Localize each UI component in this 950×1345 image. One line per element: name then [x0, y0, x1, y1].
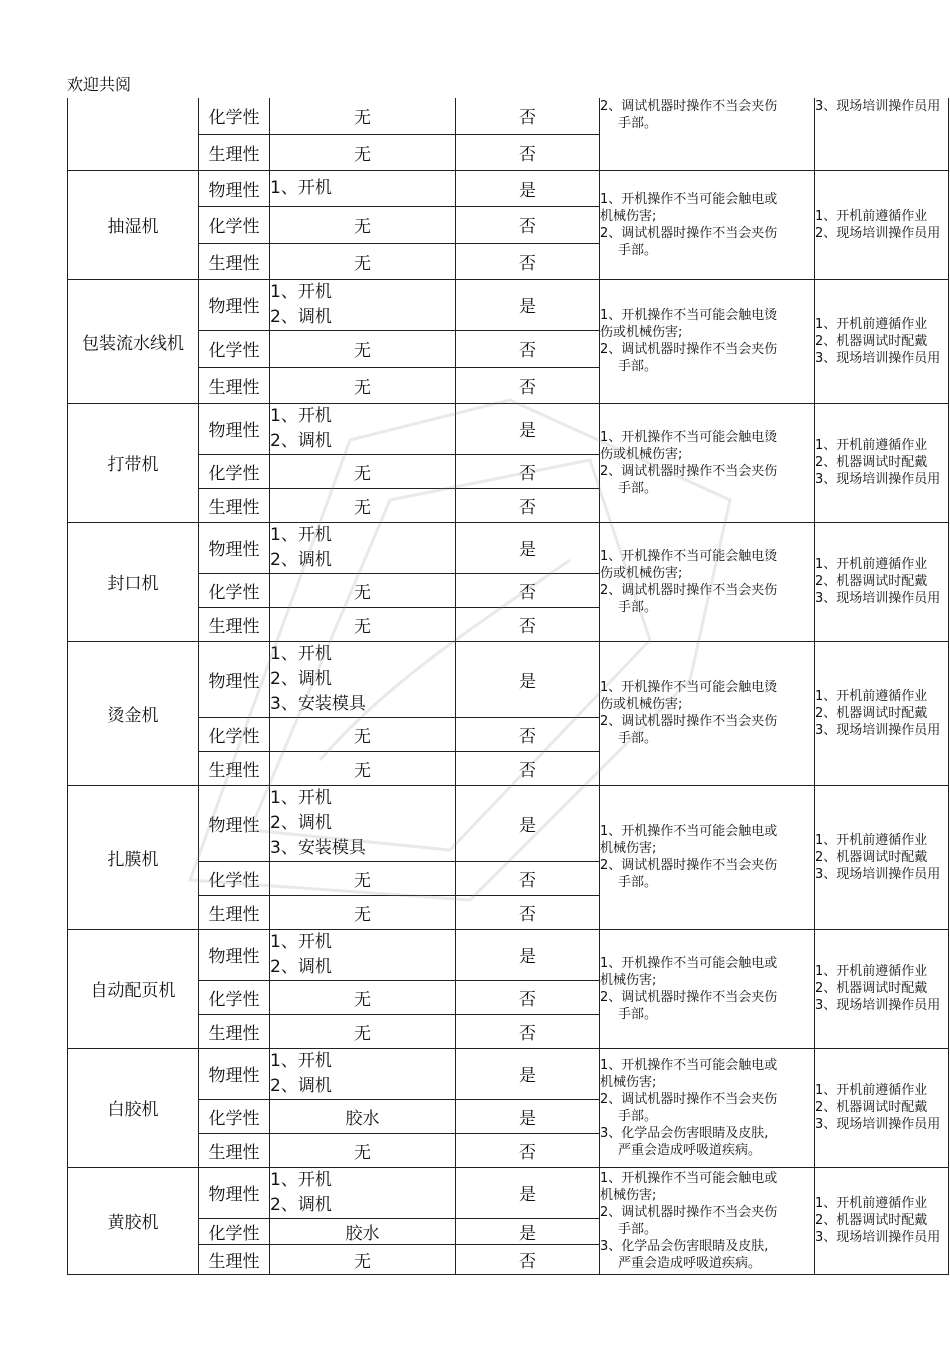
physiological-yn: 否: [456, 607, 600, 641]
measure-line: 1、开机前遵循作业: [815, 964, 928, 979]
risk-line: 手部。: [618, 1108, 658, 1124]
physiological-yn: 否: [456, 895, 600, 929]
physical-yn: 是: [456, 522, 600, 573]
risk-line: 3、化学品会伤害眼睛及皮肤,: [600, 1238, 769, 1254]
physical-yn: 是: [456, 1167, 600, 1218]
physical-source-item: 3、安装模具: [270, 693, 366, 714]
risk-line: 手部。: [618, 480, 658, 496]
continued-measures-cell: [815, 98, 949, 170]
control-measures: [815, 522, 949, 641]
measure-line: 3、现场培训操作员用: [815, 350, 941, 366]
chemical-yn: 是: [456, 1099, 600, 1133]
risk-line: 1、开机操作不当可能会触电或: [600, 824, 778, 839]
measure-line: 1、开机前遵循作业: [815, 1083, 928, 1098]
category-chemical: 化学性: [199, 330, 270, 367]
equipment-row-physical: [68, 641, 949, 717]
risk-description: [600, 785, 815, 929]
equipment-name: 包装流水线机: [68, 279, 199, 403]
risk-line: 2、调试机器时操作不当会夹伤: [600, 342, 778, 357]
physical-sources: [270, 522, 456, 573]
control-measures: [815, 785, 949, 929]
risk-line: 手部。: [618, 599, 658, 615]
risk-description: [600, 1167, 815, 1274]
physical-sources: [270, 1167, 456, 1218]
equipment-name: 白胶机: [68, 1048, 199, 1167]
category-physiological: 生理性: [199, 1244, 270, 1274]
risk-line: 3、化学品会伤害眼睛及皮肤,: [600, 1125, 769, 1141]
chemical-yn: 否: [456, 861, 600, 895]
measure-line: 1、开机前遵循作业: [815, 1196, 928, 1211]
physical-yn: 是: [456, 1048, 600, 1099]
equipment-row-physical: [68, 1167, 949, 1218]
category-chemical: 化学性: [199, 454, 270, 488]
equipment-row-physical: [68, 522, 949, 573]
physical-sources: [270, 403, 456, 454]
category-chemical: 化学性: [199, 98, 270, 134]
physical-source-item: 2、调机: [270, 1075, 332, 1096]
measure-line: 1、开机前遵循作业: [815, 557, 928, 572]
physical-source-item: 1、开机: [270, 524, 332, 545]
equipment-name: 烫金机: [68, 641, 199, 785]
physiological-source: 无: [270, 1133, 456, 1167]
chemical-source: 胶水: [270, 1218, 456, 1244]
physiological-yn: 否: [456, 1244, 600, 1274]
continued-row-chemical: [68, 98, 949, 134]
equipment-row-physical: [68, 279, 949, 330]
measure-line: 3、现场培训操作员用: [815, 722, 941, 738]
measure-line: 3、现场培训操作员用: [815, 866, 941, 882]
risk-line: 严重会造成呼吸道疾病。: [618, 1142, 762, 1158]
control-measures: [815, 279, 949, 403]
physiological-source: 无: [270, 1014, 456, 1048]
equipment-row-physical: [68, 170, 949, 206]
risk-line: 2、调试机器时操作不当会夹伤: [600, 99, 778, 114]
category-physiological: 生理性: [199, 488, 270, 522]
equipment-name: 自动配页机: [68, 929, 199, 1048]
category-physical: 物理性: [199, 929, 270, 980]
physical-source-item: 2、调机: [270, 549, 332, 570]
hazard-table: [67, 98, 949, 1275]
category-physiological: 生理性: [199, 134, 270, 170]
risk-line: 1、开机操作不当可能会触电或: [600, 1170, 778, 1186]
category-chemical: 化学性: [199, 861, 270, 895]
risk-description: [600, 403, 815, 522]
risk-line: 伤或机械伤害;: [600, 325, 683, 340]
risk-description: [600, 641, 815, 785]
chemical-source: 无: [270, 98, 456, 134]
measure-line: 3、现场培训操作员用: [815, 1230, 941, 1245]
physiological-source: 无: [270, 134, 456, 170]
physical-source-item: 1、开机: [270, 931, 332, 952]
risk-line: 1、开机操作不当可能会触电或: [600, 191, 778, 207]
chemical-source: 无: [270, 717, 456, 751]
physiological-yn: 否: [456, 367, 600, 403]
equipment-row-physical: [68, 785, 949, 861]
physical-sources: [270, 279, 456, 330]
risk-line: 机械伤害;: [600, 1187, 657, 1203]
physical-source-item: 2、调机: [270, 306, 332, 327]
category-chemical: 化学性: [199, 717, 270, 751]
measure-line: 2、机器调试时配戴: [815, 981, 928, 996]
measure-line: 1、开机前遵循作业: [815, 316, 928, 332]
category-chemical: 化学性: [199, 573, 270, 607]
control-measures: [815, 403, 949, 522]
equipment-row-physical: [68, 403, 949, 454]
equipment-name: 抽湿机: [68, 170, 199, 279]
risk-description: [600, 170, 815, 279]
physical-yn: 是: [456, 785, 600, 861]
category-physical: 物理性: [199, 1167, 270, 1218]
physical-source-item: 1、开机: [270, 1050, 332, 1071]
chemical-source: 无: [270, 454, 456, 488]
physical-sources: [270, 1048, 456, 1099]
physiological-source: 无: [270, 895, 456, 929]
risk-line: 手部。: [618, 116, 658, 131]
physical-source-item: 1、开机: [270, 1169, 332, 1190]
chemical-yn: 否: [456, 573, 600, 607]
page-header: 欢迎共阅: [67, 75, 132, 94]
category-physiological: 生理性: [199, 751, 270, 785]
risk-line: 2、调试机器时操作不当会夹伤: [600, 989, 778, 1005]
risk-line: 手部。: [618, 359, 658, 374]
physical-sources: [270, 785, 456, 861]
category-chemical: 化学性: [199, 1099, 270, 1133]
risk-description: [600, 1048, 815, 1167]
chemical-yn: 否: [456, 98, 600, 134]
control-measures: [815, 1167, 949, 1274]
risk-description: [600, 522, 815, 641]
physiological-yn: 否: [456, 243, 600, 279]
risk-line: 伤或机械伤害;: [600, 446, 683, 462]
control-measures: [815, 170, 949, 279]
category-chemical: 化学性: [199, 980, 270, 1014]
physiological-source: 无: [270, 751, 456, 785]
risk-line: 1、开机操作不当可能会触电或: [600, 1057, 778, 1073]
hazard-table-body: [68, 98, 949, 1274]
measure-line: 2、机器调试时配戴: [815, 333, 928, 349]
chemical-source: 无: [270, 206, 456, 243]
continued-equipment-cell: [68, 98, 199, 170]
measure-line: 1、开机前遵循作业: [815, 688, 928, 704]
physical-source-item: 2、调机: [270, 956, 332, 977]
control-measures: [815, 1048, 949, 1167]
physical-yn: 是: [456, 929, 600, 980]
measure-line: 2、机器调试时配戴: [815, 1100, 928, 1115]
risk-line: 1、开机操作不当可能会触电或: [600, 955, 778, 971]
equipment-row-physical: [68, 929, 949, 980]
category-physical: 物理性: [199, 170, 270, 206]
physical-source-item: 1、开机: [270, 643, 332, 664]
physiological-source: 无: [270, 488, 456, 522]
control-measures: [815, 929, 949, 1048]
risk-description: [600, 279, 815, 403]
category-physical: 物理性: [199, 1048, 270, 1099]
physiological-yn: 否: [456, 751, 600, 785]
physical-yn: 是: [456, 641, 600, 717]
category-chemical: 化学性: [199, 206, 270, 243]
chemical-yn: 是: [456, 1218, 600, 1244]
risk-line: 1、开机操作不当可能会触电烫: [600, 429, 778, 445]
physiological-yn: 否: [456, 1014, 600, 1048]
measure-line: 3、现场培训操作员用: [815, 591, 941, 606]
measure-line: 1、开机前遵循作业: [815, 832, 928, 848]
risk-line: 2、调试机器时操作不当会夹伤: [600, 1091, 778, 1107]
risk-line: 2、调试机器时操作不当会夹伤: [600, 858, 778, 873]
risk-line: 1、开机操作不当可能会触电烫: [600, 548, 778, 564]
chemical-source: 无: [270, 861, 456, 895]
risk-line: 2、调试机器时操作不当会夹伤: [600, 582, 778, 598]
chemical-yn: 否: [456, 330, 600, 367]
risk-line: 伤或机械伤害;: [600, 565, 683, 581]
physical-sources: [270, 929, 456, 980]
equipment-name: 封口机: [68, 522, 199, 641]
equipment-name: 扎膜机: [68, 785, 199, 929]
physical-source-item: 2、调机: [270, 812, 332, 833]
measure-line: 2、机器调试时配戴: [815, 1213, 928, 1228]
physiological-yn: 否: [456, 488, 600, 522]
physical-source-item: 2、调机: [270, 430, 332, 451]
measure-line: 2、机器调试时配戴: [815, 574, 928, 589]
category-physiological: 生理性: [199, 895, 270, 929]
physical-yn: 是: [456, 170, 600, 206]
physiological-source: 无: [270, 243, 456, 279]
category-physical: 物理性: [199, 522, 270, 573]
chemical-source: 胶水: [270, 1099, 456, 1133]
physical-sources: [270, 641, 456, 717]
physical-source-item: 1、开机: [270, 405, 332, 426]
equipment-name: 打带机: [68, 403, 199, 522]
measure-line: 2、机器调试时配戴: [815, 849, 928, 865]
risk-description: [600, 929, 815, 1048]
measure-line: 2、现场培训操作员用: [815, 225, 941, 241]
measure-line: 3、现场培训操作员用: [815, 99, 941, 114]
chemical-yn: 否: [456, 717, 600, 751]
category-physiological: 生理性: [199, 1133, 270, 1167]
risk-line: 手部。: [618, 1221, 658, 1237]
risk-line: 2、调试机器时操作不当会夹伤: [600, 463, 778, 479]
measure-line: 3、现场培训操作员用: [815, 472, 941, 487]
risk-line: 机械伤害;: [600, 841, 657, 856]
physical-yn: 是: [456, 279, 600, 330]
chemical-source: 无: [270, 330, 456, 367]
continued-risk-cell: [600, 98, 815, 170]
physical-yn: 是: [456, 403, 600, 454]
physiological-yn: 否: [456, 134, 600, 170]
risk-line: 伤或机械伤害;: [600, 697, 683, 712]
physical-source-item: 1、开机: [270, 281, 332, 302]
equipment-row-physical: [68, 1048, 949, 1099]
physical-source-item: 3、安装模具: [270, 837, 366, 858]
chemical-yn: 否: [456, 206, 600, 243]
risk-line: 严重会造成呼吸道疾病。: [618, 1255, 762, 1271]
category-physical: 物理性: [199, 279, 270, 330]
category-physiological: 生理性: [199, 1014, 270, 1048]
physical-source-item: 2、调机: [270, 1194, 332, 1215]
chemical-source: 无: [270, 980, 456, 1014]
risk-line: 手部。: [618, 731, 658, 746]
measure-line: 3、现场培训操作员用: [815, 998, 941, 1013]
risk-line: 手部。: [618, 1006, 658, 1022]
measure-line: 2、机器调试时配戴: [815, 455, 928, 470]
risk-line: 2、调试机器时操作不当会夹伤: [600, 225, 778, 241]
category-chemical: 化学性: [199, 1218, 270, 1244]
physiological-source: 无: [270, 1244, 456, 1274]
physiological-source: 无: [270, 607, 456, 641]
physiological-yn: 否: [456, 1133, 600, 1167]
physical-sources: [270, 170, 456, 206]
measure-line: 1、开机前遵循作业: [815, 208, 928, 224]
chemical-source: 无: [270, 573, 456, 607]
measure-line: 3、现场培训操作员用: [815, 1117, 941, 1132]
measure-line: 2、机器调试时配戴: [815, 705, 928, 721]
category-physical: 物理性: [199, 641, 270, 717]
risk-line: 1、开机操作不当可能会触电烫: [600, 680, 778, 695]
physiological-source: 无: [270, 367, 456, 403]
risk-line: 1、开机操作不当可能会触电烫: [600, 308, 778, 323]
physical-source-item: 1、开机: [270, 177, 332, 198]
physical-source-item: 1、开机: [270, 787, 332, 808]
measure-line: 1、开机前遵循作业: [815, 438, 928, 453]
risk-line: 机械伤害;: [600, 972, 657, 988]
chemical-yn: 否: [456, 454, 600, 488]
equipment-name: 黄胶机: [68, 1167, 199, 1274]
risk-line: 2、调试机器时操作不当会夹伤: [600, 1204, 778, 1220]
category-physiological: 生理性: [199, 607, 270, 641]
risk-line: 机械伤害;: [600, 208, 657, 224]
chemical-yn: 否: [456, 980, 600, 1014]
risk-line: 2、调试机器时操作不当会夹伤: [600, 714, 778, 729]
category-physical: 物理性: [199, 403, 270, 454]
category-physical: 物理性: [199, 785, 270, 861]
risk-line: 手部。: [618, 875, 658, 890]
category-physiological: 生理性: [199, 243, 270, 279]
control-measures: [815, 641, 949, 785]
risk-line: 机械伤害;: [600, 1074, 657, 1090]
category-physiological: 生理性: [199, 367, 270, 403]
risk-line: 手部。: [618, 242, 658, 258]
physical-source-item: 2、调机: [270, 668, 332, 689]
